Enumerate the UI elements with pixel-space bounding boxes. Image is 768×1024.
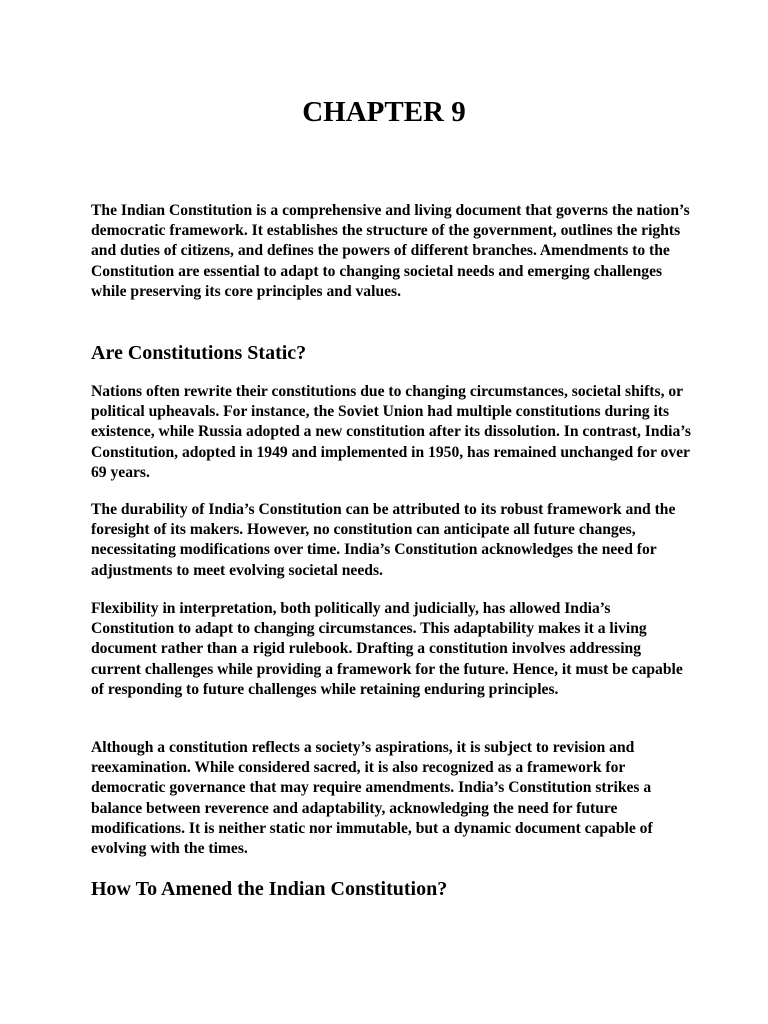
section-heading-amend: How To Amened the Indian Constitution? xyxy=(91,878,448,900)
paragraph-flexibility: Flexibility in interpretation, both politically and judicially, has allowed India’s Constitution to adapt to changing circumstances. This adaptability makes it a living document rather than a rigid rulebook. Drafting a constitution involves addressing current challenges while providing a framework for the future. Hence, it must be capable of responding to future challenges while retaining enduring principles. xyxy=(91,600,683,698)
paragraph-rewrite: Nations often rewrite their constitutions due to changing circumstances, societal shifts, or political upheavals. For instance, the Soviet Union had multiple constitutions during its existence, while Russia adopted a new constitution after its dissolution. In contrast, India’s Constitution, adopted in 1949 and implemented in 1950, has remained unchanged for over 69 years. xyxy=(91,383,691,481)
paragraph-aspirations: Although a constitution reflects a society’s aspirations, it is subject to revision and reexamination. While considered sacred, it is also recognized as a framework for democratic governance that may require amendments. India’s Constitution strikes a balance between reverence and adaptability, acknowledging the need for future modifications. It is neither static nor immutable, but a dynamic document capable of evolving with the times. xyxy=(91,739,653,858)
intro-paragraph: The Indian Constitution is a comprehensive and living document that governs the nation’s democratic framework. It establishes the structure of the government, outlines the rights and duties of citizens, and defines the powers of different branches. Amendments to the Constitution are essential to adapt to changing societal needs and emerging challenges while preserving its core principles and values. xyxy=(91,202,690,300)
paragraph-durability: The durability of India’s Constitution can be attributed to its robust framework and the foresight of its makers. However, no constitution can anticipate all future changes, necessitating modifications over time. India’s Constitution acknowledges the need for adjustments to meet evolving societal needs. xyxy=(91,501,676,579)
section-heading-static: Are Constitutions Static? xyxy=(91,342,307,364)
chapter-title: CHAPTER 9 xyxy=(302,96,466,128)
